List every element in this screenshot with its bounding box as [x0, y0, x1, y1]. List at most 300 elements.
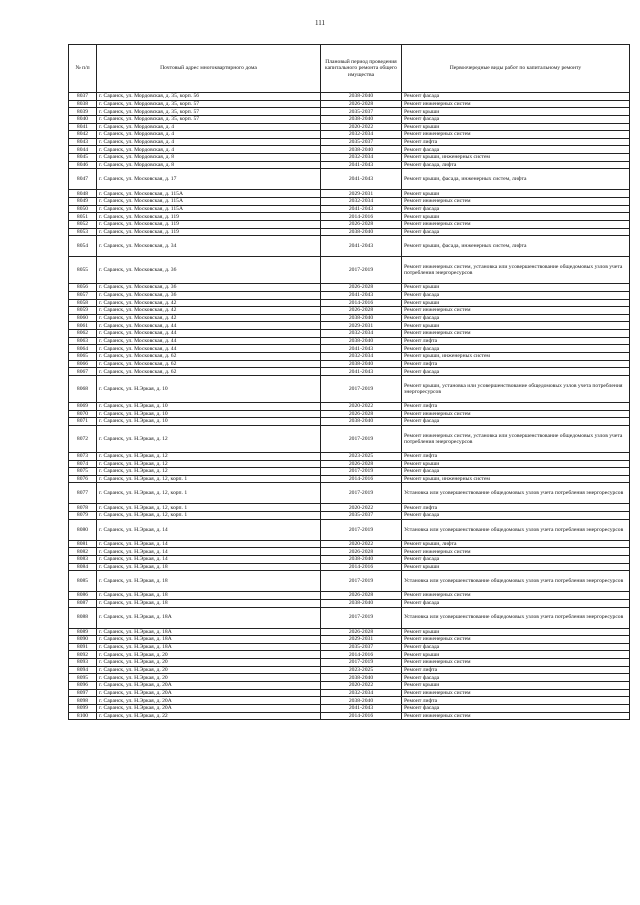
row-number: 8084 — [69, 563, 97, 571]
row-address: г. Саранск, ул. Н.Эркая, д. 14 — [97, 555, 321, 563]
row-works: Ремонт инженерных систем — [402, 131, 630, 139]
row-works: Ремонт крыши — [402, 299, 630, 307]
table-row — [69, 418, 630, 426]
row-period: 2032-2034 — [321, 330, 402, 338]
table-row — [69, 666, 630, 674]
row-works: Установка или усовершенствование общедомовых узлов учета потребления энергоресурсов — [402, 571, 630, 592]
row-works: Ремонт фасада — [402, 418, 630, 426]
row-works: Ремонт фасада — [402, 643, 630, 651]
row-works: Ремонт инженерных систем — [402, 712, 630, 720]
row-period: 2023-2025 — [321, 452, 402, 460]
row-address: г. Саранск, ул. Московская, д. 44 — [97, 345, 321, 353]
row-period: 2038-2040 — [321, 599, 402, 607]
row-number: 8047 — [69, 169, 97, 190]
table-row — [69, 375, 630, 402]
row-period: 2038-2040 — [321, 697, 402, 705]
row-number: 8095 — [69, 674, 97, 682]
table-row — [69, 460, 630, 468]
row-number: 8087 — [69, 599, 97, 607]
row-works: Ремонт лифта — [402, 666, 630, 674]
row-period: 2032-2034 — [321, 353, 402, 361]
row-works: Ремонт фасада — [402, 468, 630, 476]
row-period: 2014-2016 — [321, 213, 402, 221]
row-address: г. Саранск, ул. Московская, д. 44 — [97, 330, 321, 338]
row-number: 8067 — [69, 368, 97, 376]
row-period: 2038-2040 — [321, 115, 402, 123]
table-row — [69, 599, 630, 607]
row-number: 8075 — [69, 468, 97, 476]
table-row — [69, 712, 630, 720]
row-period: 2029-2031 — [321, 322, 402, 330]
row-period: 2014-2016 — [321, 712, 402, 720]
row-address: г. Саранск, ул. Московская, д. 119 — [97, 228, 321, 236]
row-works: Ремонт лифта — [402, 360, 630, 368]
row-address: г. Саранск, ул. Н.Эркая, д. 18А — [97, 643, 321, 651]
row-number: 8088 — [69, 607, 97, 628]
row-address: г. Саранск, ул. Московская, д. 17 — [97, 169, 321, 190]
row-number: 8099 — [69, 704, 97, 712]
table-header — [69, 45, 630, 93]
row-address: г. Саранск, ул. Н.Эркая, д. 12, корп. 1 — [97, 483, 321, 504]
row-period: 2038-2040 — [321, 337, 402, 345]
table-row — [69, 205, 630, 213]
row-works: Ремонт фасада — [402, 146, 630, 154]
row-number: 8040 — [69, 115, 97, 123]
table-row — [69, 425, 630, 452]
row-address: г. Саранск, ул. Н.Эркая, д. 18 — [97, 599, 321, 607]
row-period: 2038-2040 — [321, 555, 402, 563]
row-works: Ремонт крыши, установка или усовершенствование общедомовых узлов учета потребления энергоресурсов — [402, 375, 630, 402]
row-works: Ремонт крыши — [402, 190, 630, 198]
row-period: 2017-2019 — [321, 468, 402, 476]
row-number: 8061 — [69, 322, 97, 330]
row-works: Ремонт лифта — [402, 504, 630, 512]
row-period: 2017-2019 — [321, 607, 402, 628]
row-works: Ремонт фасада — [402, 368, 630, 376]
table-row — [69, 161, 630, 169]
table-row — [69, 236, 630, 257]
row-number: 8046 — [69, 161, 97, 169]
table-row — [69, 651, 630, 659]
row-address: г. Саранск, ул. Московская, д. 115А — [97, 198, 321, 206]
row-period: 2035-2037 — [321, 138, 402, 146]
row-address: г. Саранск, ул. Н.Эркая, д. 20 — [97, 666, 321, 674]
row-works: Ремонт фасада — [402, 674, 630, 682]
table-row — [69, 108, 630, 116]
row-number: 8052 — [69, 220, 97, 228]
row-number: 8056 — [69, 284, 97, 292]
row-number: 8083 — [69, 555, 97, 563]
row-period: 2026-2028 — [321, 284, 402, 292]
row-works: Ремонт крыши, инженерных систем — [402, 475, 630, 483]
row-address: г. Саранск, ул. Московская, д. 42 — [97, 314, 321, 322]
row-address: г. Саранск, ул. Н.Эркая, д. 20А — [97, 704, 321, 712]
row-works: Ремонт фасада — [402, 115, 630, 123]
header-works: Первоочередные виды работ по капитальному ремонту — [402, 45, 630, 93]
row-address: г. Саранск, ул. Н.Эркая, д. 12 — [97, 425, 321, 452]
header-num: № п/п — [69, 45, 97, 93]
header-address: Почтовый адрес многоквартирного дома — [97, 45, 321, 93]
row-number: 8051 — [69, 213, 97, 221]
row-period: 2038-2040 — [321, 360, 402, 368]
row-address: г. Саранск, ул. Н.Эркая, д. 20А — [97, 689, 321, 697]
row-works: Ремонт крыши, инженерных систем — [402, 353, 630, 361]
row-works: Ремонт фасада, лифта — [402, 161, 630, 169]
row-number: 8100 — [69, 712, 97, 720]
row-works: Ремонт инженерных систем — [402, 307, 630, 315]
row-period: 2017-2019 — [321, 571, 402, 592]
row-number: 8063 — [69, 337, 97, 345]
table-row — [69, 674, 630, 682]
table-row — [69, 643, 630, 651]
row-period: 2017-2019 — [321, 375, 402, 402]
table-row — [69, 689, 630, 697]
row-works: Ремонт фасада — [402, 599, 630, 607]
row-number: 8048 — [69, 190, 97, 198]
row-number: 8097 — [69, 689, 97, 697]
row-works: Ремонт инженерных систем — [402, 330, 630, 338]
row-period: 2014-2016 — [321, 299, 402, 307]
table-row — [69, 131, 630, 139]
row-address: г. Саранск, ул. Московская, д. 119 — [97, 213, 321, 221]
row-number: 8064 — [69, 345, 97, 353]
row-period: 2029-2031 — [321, 190, 402, 198]
table-row — [69, 452, 630, 460]
row-address: г. Саранск, ул. Н.Эркая, д. 14 — [97, 548, 321, 556]
row-works: Ремонт инженерных систем, установка или усовершенствование общедомовых узлов учета потребления энергоресурсов — [402, 425, 630, 452]
row-number: 8049 — [69, 198, 97, 206]
row-works: Установка или усовершенствование общедомовых узлов учета потребления энергоресурсов — [402, 483, 630, 504]
table-body — [69, 93, 630, 720]
row-address: г. Саранск, ул. Н.Эркая, д. 14 — [97, 519, 321, 540]
row-period: 2026-2028 — [321, 100, 402, 108]
row-number: 8070 — [69, 410, 97, 418]
row-address: г. Саранск, ул. Мордовская, д. 35, корп. 57 — [97, 115, 321, 123]
table-row — [69, 169, 630, 190]
capital-repair-table — [68, 44, 630, 720]
table-row — [69, 475, 630, 483]
row-works: Ремонт крыши, лифта — [402, 540, 630, 548]
row-period: 2032-2034 — [321, 198, 402, 206]
table-row — [69, 198, 630, 206]
row-address: г. Саранск, ул. Московская, д. 42 — [97, 299, 321, 307]
row-period: 2020-2022 — [321, 540, 402, 548]
row-address: г. Саранск, ул. Мордовская, д. 8 — [97, 161, 321, 169]
table-row — [69, 314, 630, 322]
table-row — [69, 190, 630, 198]
row-works: Ремонт фасада — [402, 555, 630, 563]
row-address: г. Саранск, ул. Мордовская, д. 4 — [97, 131, 321, 139]
row-works: Ремонт крыши — [402, 123, 630, 131]
row-number: 8062 — [69, 330, 97, 338]
row-address: г. Саранск, ул. Н.Эркая, д. 20 — [97, 674, 321, 682]
row-works: Ремонт лифта — [402, 337, 630, 345]
row-number: 8066 — [69, 360, 97, 368]
row-number: 8073 — [69, 452, 97, 460]
row-address: г. Саранск, ул. Московская, д. 62 — [97, 360, 321, 368]
row-address: г. Саранск, ул. Московская, д. 115А — [97, 205, 321, 213]
table-row — [69, 682, 630, 690]
table-row — [69, 704, 630, 712]
table-row — [69, 299, 630, 307]
table-row — [69, 228, 630, 236]
table-row — [69, 353, 630, 361]
row-number: 8039 — [69, 108, 97, 116]
row-address: г. Саранск, ул. Н.Эркая, д. 18 — [97, 571, 321, 592]
row-period: 2032-2034 — [321, 689, 402, 697]
row-number: 8060 — [69, 314, 97, 322]
row-number: 8054 — [69, 236, 97, 257]
row-number: 8042 — [69, 131, 97, 139]
table-row — [69, 337, 630, 345]
row-works: Ремонт инженерных систем — [402, 689, 630, 697]
table-row — [69, 410, 630, 418]
table-row — [69, 345, 630, 353]
row-address: г. Саранск, ул. Н.Эркая, д. 18 — [97, 592, 321, 600]
row-period: 2041-2043 — [321, 704, 402, 712]
row-works: Ремонт крыши, инженерных систем — [402, 154, 630, 162]
row-number: 8050 — [69, 205, 97, 213]
row-works: Ремонт крыши, фасада, инженерных систем, лифта — [402, 236, 630, 257]
table-row — [69, 100, 630, 108]
row-address: г. Саранск, ул. Московская, д. 42 — [97, 307, 321, 315]
row-number: 8037 — [69, 93, 97, 101]
row-period: 2038-2040 — [321, 146, 402, 154]
row-address: г. Саранск, ул. Н.Эркая, д. 10 — [97, 418, 321, 426]
row-number: 8065 — [69, 353, 97, 361]
row-address: г. Саранск, ул. Н.Эркая, д. 12, корп. 1 — [97, 475, 321, 483]
page-number: 111 — [315, 19, 325, 27]
row-works: Ремонт инженерных систем, установка или усовершенствование общедомовых узлов учета потребления энергоресурсов — [402, 257, 630, 284]
row-works: Ремонт фасада — [402, 291, 630, 299]
row-works: Ремонт крыши — [402, 563, 630, 571]
table-row — [69, 154, 630, 162]
row-works: Ремонт инженерных систем — [402, 100, 630, 108]
row-address: г. Саранск, ул. Московская, д. 62 — [97, 368, 321, 376]
table-row — [69, 512, 630, 520]
row-period: 2041-2043 — [321, 169, 402, 190]
row-period: 2026-2028 — [321, 220, 402, 228]
row-number: 8092 — [69, 651, 97, 659]
row-address: г. Саранск, ул. Московская, д. 44 — [97, 322, 321, 330]
table-row — [69, 138, 630, 146]
row-period: 2041-2043 — [321, 236, 402, 257]
row-address: г. Саранск, ул. Мордовская, д. 35, корп. 57 — [97, 108, 321, 116]
row-works: Установка или усовершенствование общедомовых узлов учета потребления энергоресурсов — [402, 607, 630, 628]
row-period: 2032-2034 — [321, 154, 402, 162]
table-row — [69, 307, 630, 315]
table-row — [69, 659, 630, 667]
row-period: 2035-2037 — [321, 512, 402, 520]
row-number: 8072 — [69, 425, 97, 452]
row-period: 2017-2019 — [321, 659, 402, 667]
row-number: 8043 — [69, 138, 97, 146]
row-works: Ремонт инженерных систем — [402, 220, 630, 228]
row-number: 8081 — [69, 540, 97, 548]
row-period: 2020-2022 — [321, 682, 402, 690]
row-works: Ремонт фасада — [402, 704, 630, 712]
table-row — [69, 636, 630, 644]
row-address: г. Саранск, ул. Н.Эркая, д. 10 — [97, 375, 321, 402]
row-number: 8078 — [69, 504, 97, 512]
row-period: 2041-2043 — [321, 291, 402, 299]
table-row — [69, 284, 630, 292]
row-address: г. Саранск, ул. Н.Эркая, д. 18 — [97, 563, 321, 571]
row-period: 2017-2019 — [321, 257, 402, 284]
row-period: 2020-2022 — [321, 123, 402, 131]
row-period: 2038-2040 — [321, 674, 402, 682]
table-row — [69, 93, 630, 101]
row-number: 8053 — [69, 228, 97, 236]
row-period: 2026-2028 — [321, 628, 402, 636]
row-works: Ремонт инженерных систем — [402, 548, 630, 556]
row-number: 8079 — [69, 512, 97, 520]
row-address: г. Саранск, ул. Н.Эркая, д. 18А — [97, 607, 321, 628]
row-period: 2038-2040 — [321, 228, 402, 236]
row-number: 8057 — [69, 291, 97, 299]
row-number: 8091 — [69, 643, 97, 651]
table-row — [69, 548, 630, 556]
row-period: 2014-2016 — [321, 563, 402, 571]
row-address: г. Саранск, ул. Н.Эркая, д. 12 — [97, 468, 321, 476]
row-address: г. Саранск, ул. Московская, д. 115А — [97, 190, 321, 198]
row-number: 8076 — [69, 475, 97, 483]
row-address: г. Саранск, ул. Н.Эркая, д. 12, корп. 1 — [97, 512, 321, 520]
row-period: 2017-2019 — [321, 425, 402, 452]
row-address: г. Саранск, ул. Мордовская, д. 35, корп. 56 — [97, 93, 321, 101]
row-period: 2026-2028 — [321, 548, 402, 556]
row-works: Ремонт фасада — [402, 314, 630, 322]
row-works: Ремонт фасада — [402, 228, 630, 236]
row-address: г. Саранск, ул. Н.Эркая, д. 10 — [97, 410, 321, 418]
row-works: Ремонт крыши — [402, 213, 630, 221]
row-works: Ремонт инженерных систем — [402, 198, 630, 206]
table-row — [69, 368, 630, 376]
header-period: Плановый период проведения капитального ремонта общего имущества — [321, 45, 402, 93]
table-row — [69, 360, 630, 368]
row-number: 8086 — [69, 592, 97, 600]
table-row — [69, 540, 630, 548]
row-works: Ремонт лифта — [402, 138, 630, 146]
table-row — [69, 519, 630, 540]
row-period: 2029-2031 — [321, 636, 402, 644]
row-period: 2020-2022 — [321, 402, 402, 410]
row-works: Ремонт крыши — [402, 682, 630, 690]
row-number: 8077 — [69, 483, 97, 504]
row-address: г. Саранск, ул. Н.Эркая, д. 12, корп. 1 — [97, 504, 321, 512]
table-row — [69, 257, 630, 284]
row-number: 8045 — [69, 154, 97, 162]
table-row — [69, 571, 630, 592]
row-works: Ремонт крыши — [402, 628, 630, 636]
row-period: 2026-2028 — [321, 592, 402, 600]
row-period: 2032-2034 — [321, 131, 402, 139]
row-address: г. Саранск, ул. Н.Эркая, д. 22 — [97, 712, 321, 720]
row-works: Ремонт инженерных систем — [402, 636, 630, 644]
row-period: 2038-2040 — [321, 418, 402, 426]
table-row — [69, 220, 630, 228]
row-number: 8069 — [69, 402, 97, 410]
row-number: 8044 — [69, 146, 97, 154]
table-row — [69, 555, 630, 563]
row-address: г. Саранск, ул. Московская, д. 36 — [97, 257, 321, 284]
row-number: 8038 — [69, 100, 97, 108]
row-period: 2041-2043 — [321, 205, 402, 213]
row-works: Ремонт лифта — [402, 697, 630, 705]
row-number: 8082 — [69, 548, 97, 556]
table-row — [69, 607, 630, 628]
row-period: 2017-2019 — [321, 519, 402, 540]
row-works: Ремонт крыши — [402, 460, 630, 468]
row-period: 2014-2016 — [321, 475, 402, 483]
row-number: 8080 — [69, 519, 97, 540]
row-works: Ремонт лифта — [402, 402, 630, 410]
row-number: 8071 — [69, 418, 97, 426]
row-number: 8089 — [69, 628, 97, 636]
row-address: г. Саранск, ул. Н.Эркая, д. 12 — [97, 460, 321, 468]
row-period: 2017-2019 — [321, 483, 402, 504]
row-address: г. Саранск, ул. Н.Эркая, д. 10 — [97, 402, 321, 410]
row-number: 8090 — [69, 636, 97, 644]
row-address: г. Саранск, ул. Н.Эркая, д. 20 — [97, 651, 321, 659]
row-number: 8096 — [69, 682, 97, 690]
row-number: 8055 — [69, 257, 97, 284]
table-row — [69, 402, 630, 410]
table-row — [69, 123, 630, 131]
row-works: Ремонт крыши — [402, 284, 630, 292]
table-row — [69, 291, 630, 299]
row-address: г. Саранск, ул. Московская, д. 34 — [97, 236, 321, 257]
row-works: Ремонт инженерных систем — [402, 592, 630, 600]
table-row — [69, 115, 630, 123]
row-period: 2026-2028 — [321, 307, 402, 315]
row-period: 2023-2025 — [321, 666, 402, 674]
table-row — [69, 213, 630, 221]
row-address: г. Саранск, ул. Московская, д. 119 — [97, 220, 321, 228]
row-address: г. Саранск, ул. Мордовская, д. 4 — [97, 123, 321, 131]
row-works: Ремонт инженерных систем — [402, 410, 630, 418]
table-row — [69, 146, 630, 154]
row-address: г. Саранск, ул. Н.Эркая, д. 14 — [97, 540, 321, 548]
row-number: 8074 — [69, 460, 97, 468]
row-address: г. Саранск, ул. Московская, д. 62 — [97, 353, 321, 361]
row-address: г. Саранск, ул. Мордовская, д. 35, корп. 57 — [97, 100, 321, 108]
table-row — [69, 483, 630, 504]
row-number: 8041 — [69, 123, 97, 131]
row-period: 2035-2037 — [321, 643, 402, 651]
row-works: Ремонт инженерных систем — [402, 659, 630, 667]
table-row — [69, 322, 630, 330]
row-works: Ремонт крыши, фасада, инженерных систем, лифта — [402, 169, 630, 190]
row-works: Ремонт крыши — [402, 651, 630, 659]
row-number: 8085 — [69, 571, 97, 592]
table-row — [69, 468, 630, 476]
row-number: 8059 — [69, 307, 97, 315]
row-address: г. Саранск, ул. Московская, д. 44 — [97, 337, 321, 345]
row-address: г. Саранск, ул. Мордовская, д. 4 — [97, 138, 321, 146]
row-period: 2014-2016 — [321, 651, 402, 659]
row-period: 2020-2022 — [321, 504, 402, 512]
row-address: г. Саранск, ул. Н.Эркая, д. 20А — [97, 682, 321, 690]
row-number: 8093 — [69, 659, 97, 667]
row-address: г. Саранск, ул. Московская, д. 36 — [97, 291, 321, 299]
row-address: г. Саранск, ул. Н.Эркая, д. 20 — [97, 659, 321, 667]
row-period: 2041-2043 — [321, 345, 402, 353]
row-period: 2041-2043 — [321, 161, 402, 169]
row-works: Ремонт фасада — [402, 93, 630, 101]
row-works: Ремонт крыши — [402, 322, 630, 330]
row-period: 2035-2037 — [321, 108, 402, 116]
